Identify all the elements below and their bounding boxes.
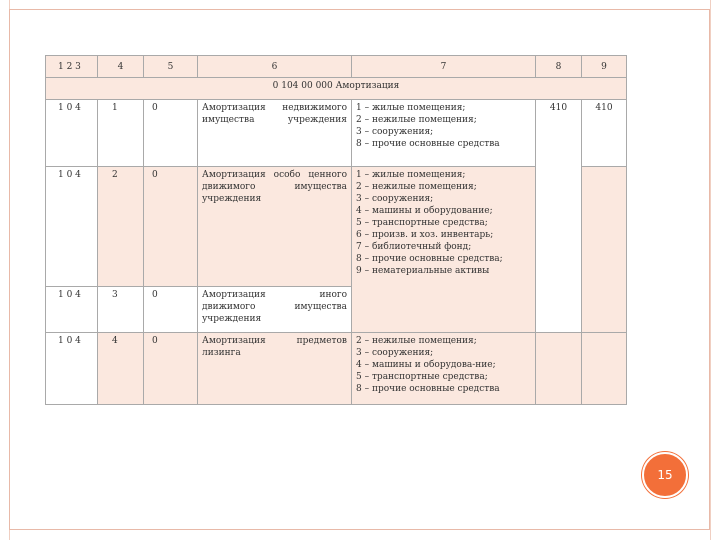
row4-col-9 <box>582 333 627 405</box>
header-col-9: 9 <box>582 56 627 78</box>
row1-col-4: 1 <box>98 100 144 167</box>
row1-col-123: 1 0 4 <box>46 100 98 167</box>
list-item: 8 – прочие основные средства; <box>356 254 503 264</box>
list-item: 6 – произв. и хоз. инвентарь; <box>356 230 494 240</box>
row2-col-9 <box>582 167 627 333</box>
list-item: 2 – нежилые помещения; <box>356 115 477 125</box>
list-item: 5 – транспортные средства; <box>356 218 488 228</box>
header-col-7: 7 <box>352 56 536 78</box>
list-item: 8 – прочие основные средства <box>356 384 500 394</box>
row2-types-list <box>352 167 536 333</box>
row1-col-9: 410 <box>582 100 627 167</box>
row4-col-5: 0 <box>144 333 198 405</box>
row4-col-4: 4 <box>98 333 144 405</box>
row3-account-name: Амортизация иного движимого имущества учреждения <box>198 287 352 333</box>
list-item: 9 – нематериальные активы <box>356 266 490 276</box>
list-item: 4 – машины и оборудование; <box>356 206 493 216</box>
list-item: 2 – нежилые помещения; <box>356 336 477 346</box>
row1-col-5: 0 <box>144 100 198 167</box>
list-item: 8 – прочие основные средства <box>356 139 500 149</box>
row2-col-5: 0 <box>144 167 198 287</box>
list-item: 3 – сооружения; <box>356 348 434 358</box>
list-item: 5 – транспортные средства; <box>356 372 488 382</box>
row3-col-5: 0 <box>144 287 198 333</box>
row4-col-8 <box>536 333 582 405</box>
list-item: 2 – нежилые помещения; <box>356 182 477 192</box>
page-number-badge: 15 <box>642 452 688 498</box>
section-title: 0 104 00 000 Амортизация <box>46 78 627 100</box>
header-col-8: 8 <box>536 56 582 78</box>
col-8-value: 410 <box>536 100 582 333</box>
list-item: 1 – жилые помещения; <box>356 103 466 113</box>
list-item: 1 – жилые помещения; <box>356 170 466 180</box>
row3-col-123: 1 0 4 <box>46 287 98 333</box>
row1-types-list <box>352 100 536 167</box>
list-item: 3 – сооружения; <box>356 194 434 204</box>
header-col-4: 4 <box>98 56 144 78</box>
table-row <box>46 100 627 167</box>
header-col-5: 5 <box>144 56 198 78</box>
accounts-table <box>45 55 627 405</box>
row1-account-name: Амортизация недвижимого имущества учреждения <box>198 100 352 167</box>
row2-account-name: Амортизация особо ценного движимого имущества учреждения <box>198 167 352 287</box>
list-item: 3 – сооружения; <box>356 127 434 137</box>
header-col-6: 6 <box>198 56 352 78</box>
header-row <box>46 56 627 78</box>
table-row <box>46 333 627 405</box>
right-border-line <box>710 0 711 540</box>
section-row <box>46 78 627 100</box>
list-item: 4 – машины и оборудова-ние; <box>356 360 496 370</box>
row2-col-4: 2 <box>98 167 144 287</box>
list-item: 7 – библиотечный фонд; <box>356 242 472 252</box>
row3-col-4: 3 <box>98 287 144 333</box>
row2-col-123: 1 0 4 <box>46 167 98 287</box>
row4-types-list <box>352 333 536 405</box>
row4-account-name: Амортизация предметов лизинга <box>198 333 352 405</box>
row4-col-123: 1 0 4 <box>46 333 98 405</box>
header-col-123: 1 2 3 <box>46 56 98 78</box>
